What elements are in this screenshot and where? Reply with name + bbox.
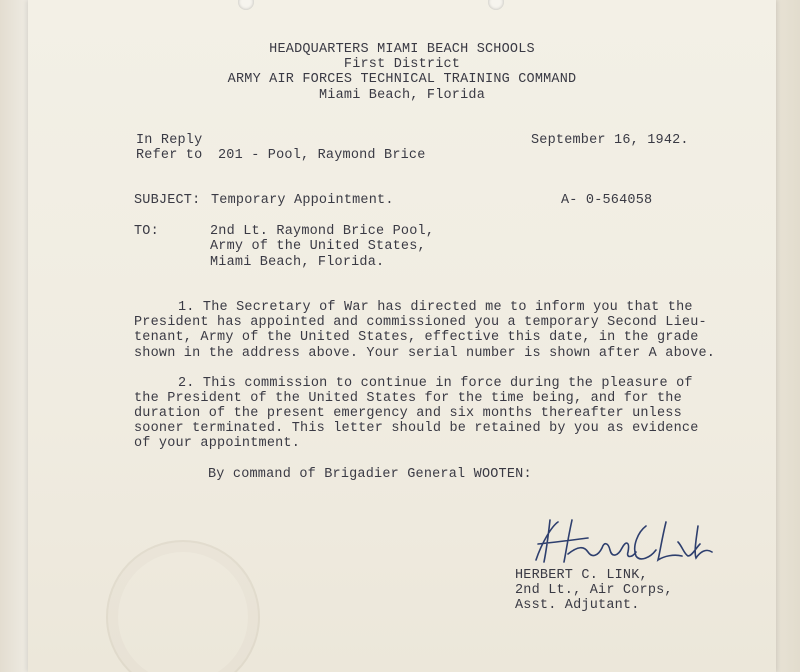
reference: 201 - Pool, Raymond Brice xyxy=(218,148,426,163)
reply-label: In Reply xyxy=(136,133,203,148)
signer-name: HERBERT C. LINK, xyxy=(515,568,648,583)
address-line: 2nd Lt. Raymond Brice Pool, xyxy=(210,224,435,239)
punch-hole xyxy=(238,0,254,10)
paragraph-line: of your appointment. xyxy=(134,436,301,451)
paper-sheet xyxy=(28,0,776,672)
header-line: HEADQUARTERS MIAMI BEACH SCHOOLS xyxy=(269,42,535,57)
address-line: Army of the United States, xyxy=(210,239,426,254)
paragraph-line: sooner terminated. This letter should be retained by you as evidence xyxy=(134,421,699,436)
subject-label: SUBJECT: xyxy=(134,193,201,208)
command-line: By command of Brigadier General WOOTEN: xyxy=(208,467,532,482)
signer-title: Asst. Adjutant. xyxy=(515,598,640,613)
paragraph-line: tenant, Army of the United States, effective this date, in the grade xyxy=(134,330,699,345)
paragraph-line: 2. This commission to continue in force during the pleasure of xyxy=(178,376,693,391)
signer-rank: 2nd Lt., Air Corps, xyxy=(515,583,673,598)
header-line: First District xyxy=(343,57,461,72)
paragraph-line: President has appointed and commissioned you a temporary Second Lieu- xyxy=(134,315,707,330)
letter-date: September 16, 1942. xyxy=(531,133,689,148)
paragraph-line: duration of the present emergency and six months thereafter unless xyxy=(134,406,682,421)
to-label: TO: xyxy=(134,224,159,239)
embossed-seal xyxy=(106,540,260,672)
punch-hole xyxy=(488,0,504,10)
header-line: ARMY AIR FORCES TECHNICAL TRAINING COMMAND xyxy=(227,72,577,87)
header-line: Miami Beach, Florida xyxy=(318,88,486,103)
handwritten-signature xyxy=(528,512,718,572)
refer-label: Refer to xyxy=(136,148,203,163)
paragraph-line: 1. The Secretary of War has directed me to inform you that the xyxy=(178,300,693,315)
subject-text: Temporary Appointment. xyxy=(211,193,394,208)
serial-number: A- 0-564058 xyxy=(561,193,653,208)
paragraph-line: shown in the address above. Your serial number is shown after A above. xyxy=(134,346,716,361)
address-line: Miami Beach, Florida. xyxy=(210,255,385,270)
paragraph-line: the President of the United States for the time being, and for the xyxy=(134,391,682,406)
